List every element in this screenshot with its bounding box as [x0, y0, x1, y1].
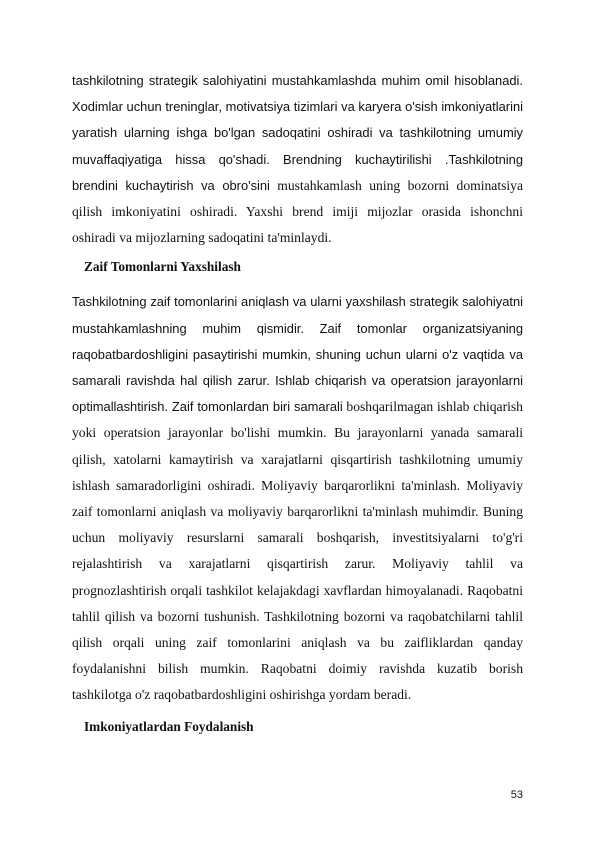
paragraph-2-sans-text: Tashkilotning zaif tomonlarini aniqlash va ularni yaxshilash strategik salohiyatni mustahkamlashning muhim qismidir. Zaif tomonlar organizatsiyaning raqobatbardoshligini pasaytirishi mumkin, shuning uchun ularni o'z vaqtida va samarali ravishda hal qilish zarur. Ishlab chiqarish va operatsion jarayonlarni optimallashtirish. Zaif tomonlardan biri samarali: [72, 294, 523, 415]
section-heading-opportunities: Imkoniyatlardan Foydalanish: [84, 718, 254, 734]
paragraph-weaknesses: [72, 289, 523, 708]
page-number: 53: [510, 789, 523, 801]
section-heading-weaknesses: Zaif Tomonlarni Yaxshilash: [84, 259, 241, 275]
paragraph-1-serif-text: mustahkamlash uning bozorni dominatsiya qilish imkoniyatini oshiradi. Yaxshi brend imiji mijozlar orasida ishonchni oshiradi va mijozlarning sadoqatini ta'minlaydi.: [72, 177, 524, 246]
document-page: [72, 68, 523, 747]
paragraph-2-serif-text: boshqarilmagan ishlab chiqarish yoki operatsion jarayonlar bo'lishi mumkin. Bu jarayonlarni yanada samarali qilish, xatolarni kamaytirish va xarajatlarni qisqartirish tashkilotning umumiy ishlash samaradorligini oshiradi. Moliyaviy barqarorlikni ta'minlash. Moliyaviy zaif tomonlarni aniqlash va moliyaviy barqarorlikni ta'minlash muhimdir. Buning uchun moliyaviy resurslarni samarali boshqarish, investitsiyalarni to'g'ri rejalashtirish va xarajatlarni qisqartirish zarur. Moliyaviy tahlil va prognozlashtirish orqali tashkilot kelajakdagi xavflardan himoyalanadi. Raqobatni tahlil qilish va bozorni tushunish. Tashkilotning bozorni va raqobatchilarni tahlil qilish orqali uning zaif tomonlarini aniqlash va bu zaifliklardan qanday foydalanishni bilish mumkin. Raqobatni doimiy ravishda kuzatib borish tashkilotga o'z raqobatbardoshligini oshirishga yordam beradi.: [72, 399, 523, 703]
paragraph-1-sans-text: tashkilotning strategik salohiyatini mustahkamlashda muhim omil hisoblanadi. Xodimlar uchun treninglar, motivatsiya tizimlari va karyera o'sish imkoniyatlarini yaratish ularning ishga bo'lgan sadoqatini oshiradi va tashkilotning umumiy muvaffaqiyatiga hissa qo'shadi. Brendning kuchaytirilishi .Tashkilotning brendini kuchaytirish va obro'sini: [72, 73, 523, 193]
paragraph-brand-strengthening: [72, 68, 523, 251]
